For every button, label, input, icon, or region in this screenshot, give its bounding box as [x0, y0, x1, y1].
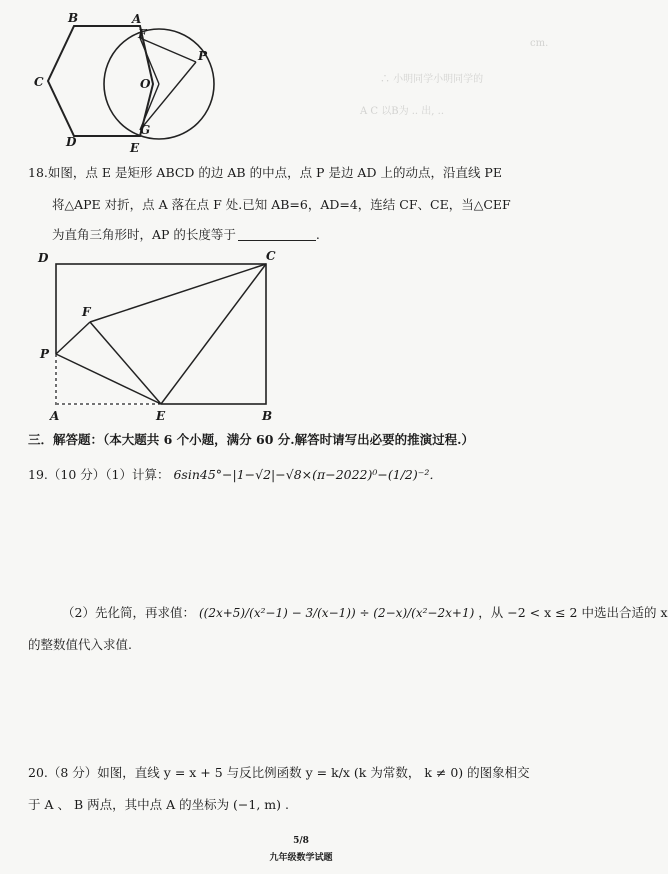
q19-part-2-expression: ((2x+5)/(x²−1) − 3/(x−1)) ÷ (2−x)/(x²−2x+1): [198, 606, 475, 620]
q19-part-2: [62, 604, 668, 622]
footer-title: 九年级数学试题: [269, 853, 333, 863]
segment-fe: [90, 322, 161, 404]
label-o: O: [140, 77, 151, 91]
q20-line-2: 于 A 、 B 两点，其中点 A 的坐标为 (−1, m) .: [28, 797, 289, 812]
figure-17-hexagon-circle: [28, 8, 228, 158]
figure-18-rectangle-fold: [28, 244, 288, 424]
segment-pf: [56, 322, 90, 354]
label-f: F: [138, 27, 147, 41]
q18-line-3-end: .: [315, 227, 320, 242]
page-number: 5/8: [293, 836, 309, 846]
q19-part-1-expression: 6sin45°−|1−√2|−√8×(π−2022)⁰−(1/2)⁻²．: [173, 467, 442, 482]
q18-line-3: [52, 226, 320, 244]
label-g: G: [140, 123, 151, 137]
label-p: P: [198, 49, 208, 63]
label-d: D: [66, 135, 77, 149]
q18-line-3-text: 为直角三角形时，AP 的长度等于: [52, 227, 236, 242]
segment-pe: [56, 354, 161, 404]
q18-line-1: 18.如图，点 E 是矩形 ABCD 的边 AB 的中点，点 P 是边 AD 上的动点，沿直线 PE: [28, 165, 502, 180]
rectangle-abcd: [56, 264, 266, 404]
segment-ec: [161, 264, 266, 404]
q19-part-2-suffix: ，从 −2 < x ≤ 2 中选出合适的 x: [478, 605, 668, 620]
q19-part-2-prefix: （2）先化简，再求值：: [62, 605, 195, 620]
label-f: F: [82, 305, 91, 319]
label-d: D: [38, 251, 49, 265]
label-b: B: [68, 11, 79, 25]
answer-blank[interactable]: [238, 228, 316, 241]
label-e: E: [130, 141, 140, 155]
label-a: A: [50, 409, 60, 423]
q18-line-2: 将△APE 对折，点 A 落在点 F 处.已知 AB=6，AD=4，连结 CF、CE，当△CEF: [52, 197, 511, 212]
label-e: E: [156, 409, 166, 423]
segment-fc: [90, 264, 266, 322]
label-c: C: [34, 75, 44, 89]
hexagon: [48, 26, 153, 136]
label-b: B: [262, 409, 273, 423]
label-c: C: [266, 249, 276, 263]
q19-part-1: [28, 466, 442, 484]
segment-gp: [140, 62, 196, 130]
section-3-header: 三．解答题：（本大题共 6 个小题，满分 60 分.解答时请写出必要的推演过程.）: [28, 432, 474, 447]
q20-line-1: 20.（8 分）如图，直线 y = x + 5 与反比例函数 y = k/x (k 为常数， k ≠ 0) 的图象相交: [28, 765, 530, 780]
q19-part-2-line-2: 的整数值代入求值.: [28, 637, 132, 652]
q19-part-1-prefix: 19.（10 分）（1）计算：: [28, 467, 170, 482]
label-p: P: [40, 347, 50, 361]
label-a: A: [132, 12, 142, 26]
